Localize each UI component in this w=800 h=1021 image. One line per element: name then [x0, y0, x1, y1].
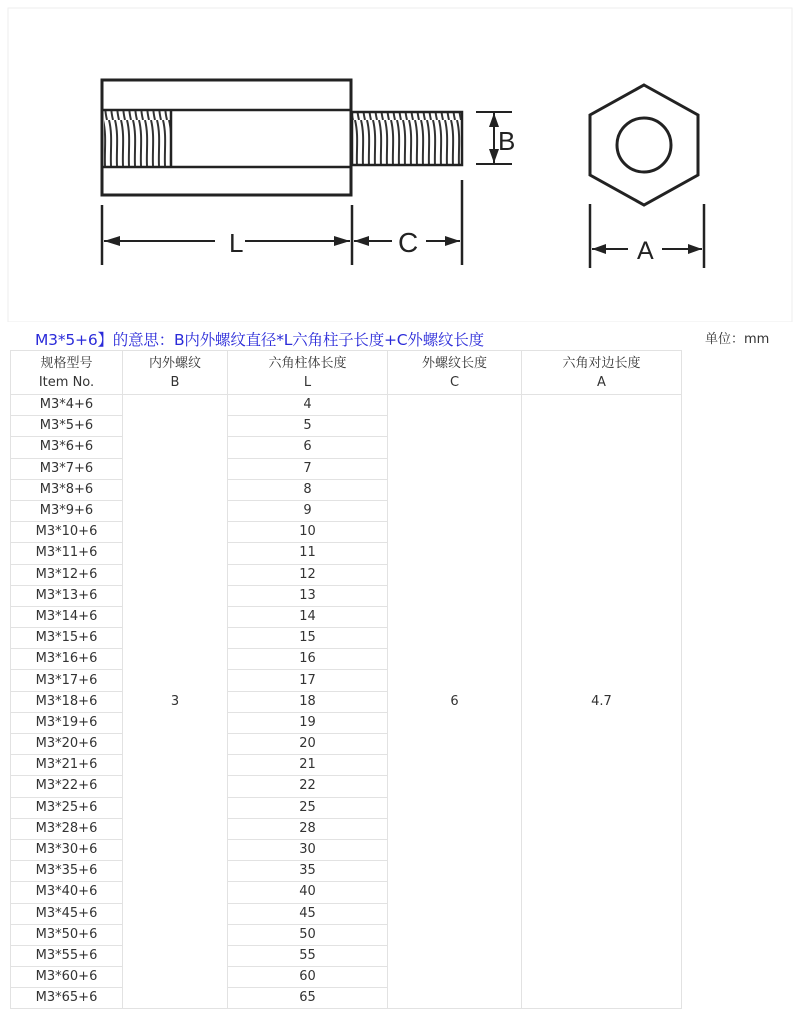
item-cell: M3*6+6: [11, 437, 123, 458]
dimension-a-label: A: [637, 237, 654, 265]
length-l-cell: 55: [228, 945, 388, 966]
column-header-zh: 规格型号: [40, 355, 93, 371]
external-thread-drawing: [352, 112, 462, 165]
item-cell: M3*15+6: [11, 628, 123, 649]
item-cell: M3*55+6: [11, 945, 123, 966]
column-header: [522, 351, 682, 395]
item-cell: M3*30+6: [11, 839, 123, 860]
column-header-en: L: [303, 374, 312, 390]
item-cell: M3*10+6: [11, 522, 123, 543]
column-header-en: B: [170, 374, 180, 390]
item-cell: M3*45+6: [11, 903, 123, 924]
caption-bar: [10, 324, 792, 350]
length-l-cell: 8: [228, 479, 388, 500]
spec-table: [10, 350, 682, 1009]
unit-label: 单位：mm: [705, 332, 770, 347]
length-l-cell: 65: [228, 988, 388, 1009]
column-header-zh: 六角对边长度: [562, 355, 641, 371]
column-header-en: C: [449, 374, 460, 390]
length-l-cell: 22: [228, 776, 388, 797]
item-cell: M3*8+6: [11, 479, 123, 500]
thread-c-cell: 6: [388, 395, 522, 1009]
length-l-cell: 7: [228, 458, 388, 479]
item-cell: M3*40+6: [11, 882, 123, 903]
length-l-cell: 28: [228, 818, 388, 839]
length-l-cell: 15: [228, 628, 388, 649]
item-cell: M3*18+6: [11, 691, 123, 712]
column-header: [228, 351, 388, 395]
length-l-cell: 30: [228, 839, 388, 860]
item-cell: M3*35+6: [11, 861, 123, 882]
spec-caption: M3*5+6】的意思：B内外螺纹直径*L六角柱子长度+C外螺纹长度: [35, 331, 484, 349]
item-cell: M3*60+6: [11, 967, 123, 988]
length-l-cell: 40: [228, 882, 388, 903]
column-header-zh: 外螺纹长度: [421, 355, 487, 371]
length-l-cell: 50: [228, 924, 388, 945]
item-cell: M3*16+6: [11, 649, 123, 670]
length-l-cell: 4: [228, 395, 388, 416]
item-cell: M3*25+6: [11, 797, 123, 818]
length-l-cell: 17: [228, 670, 388, 691]
column-header-zh: 六角柱体长度: [268, 355, 347, 371]
length-l-cell: 5: [228, 416, 388, 437]
dimension-b-label: B: [498, 126, 516, 156]
item-cell: M3*28+6: [11, 818, 123, 839]
length-l-cell: 60: [228, 967, 388, 988]
column-header-en: Item No.: [38, 374, 95, 390]
length-l-cell: 18: [228, 691, 388, 712]
standoff-dimension-diagram: [0, 0, 800, 322]
item-cell: M3*9+6: [11, 500, 123, 521]
item-cell: M3*12+6: [11, 564, 123, 585]
length-l-cell: 16: [228, 649, 388, 670]
item-cell: M3*21+6: [11, 755, 123, 776]
length-l-cell: 10: [228, 522, 388, 543]
length-l-cell: 45: [228, 903, 388, 924]
item-cell: M3*7+6: [11, 458, 123, 479]
hex-a-cell: 4.7: [522, 395, 682, 1009]
item-cell: M3*4+6: [11, 395, 123, 416]
item-cell: M3*22+6: [11, 776, 123, 797]
item-cell: M3*50+6: [11, 924, 123, 945]
hex-body-drawing: [102, 80, 351, 195]
column-header: [11, 351, 123, 395]
item-cell: M3*19+6: [11, 712, 123, 733]
item-cell: M3*17+6: [11, 670, 123, 691]
column-header: [123, 351, 228, 395]
length-l-cell: 14: [228, 606, 388, 627]
table-row: [11, 395, 682, 416]
length-l-cell: 19: [228, 712, 388, 733]
length-l-cell: 6: [228, 437, 388, 458]
dimension-l-label: L: [229, 228, 244, 258]
length-l-cell: 25: [228, 797, 388, 818]
length-l-cell: 13: [228, 585, 388, 606]
length-l-cell: 11: [228, 543, 388, 564]
item-cell: M3*14+6: [11, 606, 123, 627]
item-cell: M3*13+6: [11, 585, 123, 606]
length-l-cell: 35: [228, 861, 388, 882]
length-l-cell: 21: [228, 755, 388, 776]
column-header-en: A: [597, 374, 606, 390]
item-cell: M3*11+6: [11, 543, 123, 564]
length-l-cell: 20: [228, 734, 388, 755]
item-cell: M3*20+6: [11, 734, 123, 755]
dimension-c-label: C: [398, 227, 419, 258]
item-cell: M3*5+6: [11, 416, 123, 437]
length-l-cell: 12: [228, 564, 388, 585]
length-l-cell: 9: [228, 500, 388, 521]
item-cell: M3*65+6: [11, 988, 123, 1009]
column-header-zh: 内外螺纹: [148, 355, 201, 371]
column-header: [388, 351, 522, 395]
thread-b-cell: 3: [123, 395, 228, 1009]
table-header-row: [11, 351, 682, 395]
